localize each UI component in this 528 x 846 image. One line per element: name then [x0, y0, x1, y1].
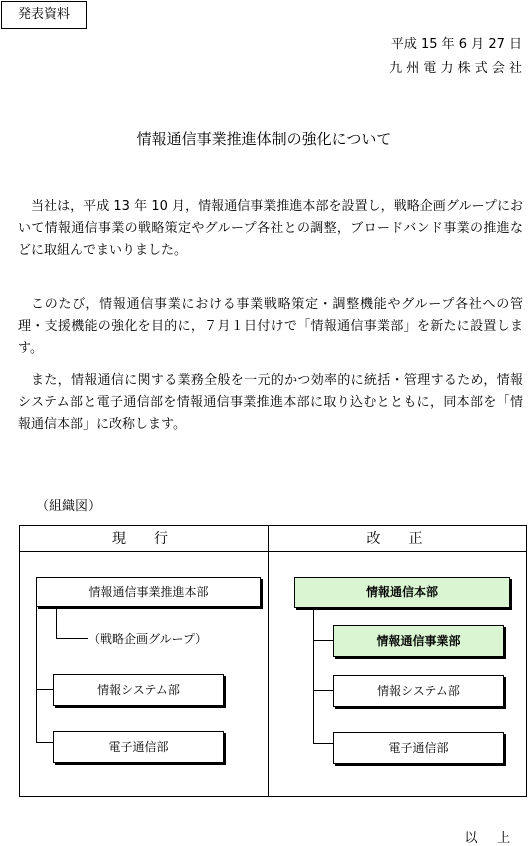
press-release-badge: 発表資料	[1, 1, 87, 29]
current-top-dept: 情報通信事業推進本部	[36, 577, 261, 607]
table-column-divider	[268, 525, 269, 797]
revised-trunk-line	[313, 608, 314, 743]
paragraph-1: 当社は，平成 13 年 10 月，情報通信事業推進本部を設置し，戦略企画グループにおいて情報通信事業の戦略策定やグループ各社との調整，ブロードバンド事業の推進などに取組んでまいりました。	[18, 199, 523, 258]
table-header-divider	[19, 551, 527, 552]
closing-mark: 以 上	[464, 831, 518, 846]
current-branch-line-2	[36, 742, 53, 743]
org-chart-label: （組織図）	[36, 499, 102, 514]
current-trunk-line	[36, 606, 37, 742]
current-note-connector	[56, 607, 57, 639]
company-name: 九 州 電 力 株 式 会 社	[389, 61, 522, 76]
current-sub-group-note: （戦略企画グループ）	[88, 632, 208, 646]
current-column-header: 現 行	[112, 531, 175, 547]
revised-branch-line-2	[313, 690, 333, 691]
current-dept-info-system: 情報システム部	[53, 674, 224, 706]
current-dept-electronic-comm: 電子通信部	[53, 731, 224, 763]
revised-dept-info-comm-business: 情報通信事業部	[333, 625, 504, 657]
current-branch-line-1	[36, 689, 53, 690]
revised-column-header: 改 正	[366, 531, 430, 547]
revised-dept-info-system: 情報システム部	[333, 675, 504, 707]
release-date: 平成 15 年 6 月 27 日	[390, 37, 522, 52]
revised-branch-line-1	[313, 640, 333, 641]
revised-branch-line-3	[313, 743, 333, 744]
revised-dept-electronic-comm: 電子通信部	[333, 732, 504, 764]
document-title: 情報通信事業推進体制の強化について	[136, 130, 392, 148]
current-note-line	[56, 638, 88, 639]
paragraph-3: また，情報通信に関する業務全般を一元的かつ効率的に統括・管理するため，情報システム部と電子通信部を情報通信事業推進本部に取り込むとともに，同本部を「情報通信本部」に改称します。	[18, 373, 523, 432]
paragraph-2: このたび，情報通信事業における事業戦略策定・調整機能やグループ各社への管理・支援機能の強化を目的に，７月１日付けで「情報通信事業部」を新たに設置します。	[18, 297, 523, 356]
revised-top-dept: 情報通信本部	[294, 577, 510, 608]
